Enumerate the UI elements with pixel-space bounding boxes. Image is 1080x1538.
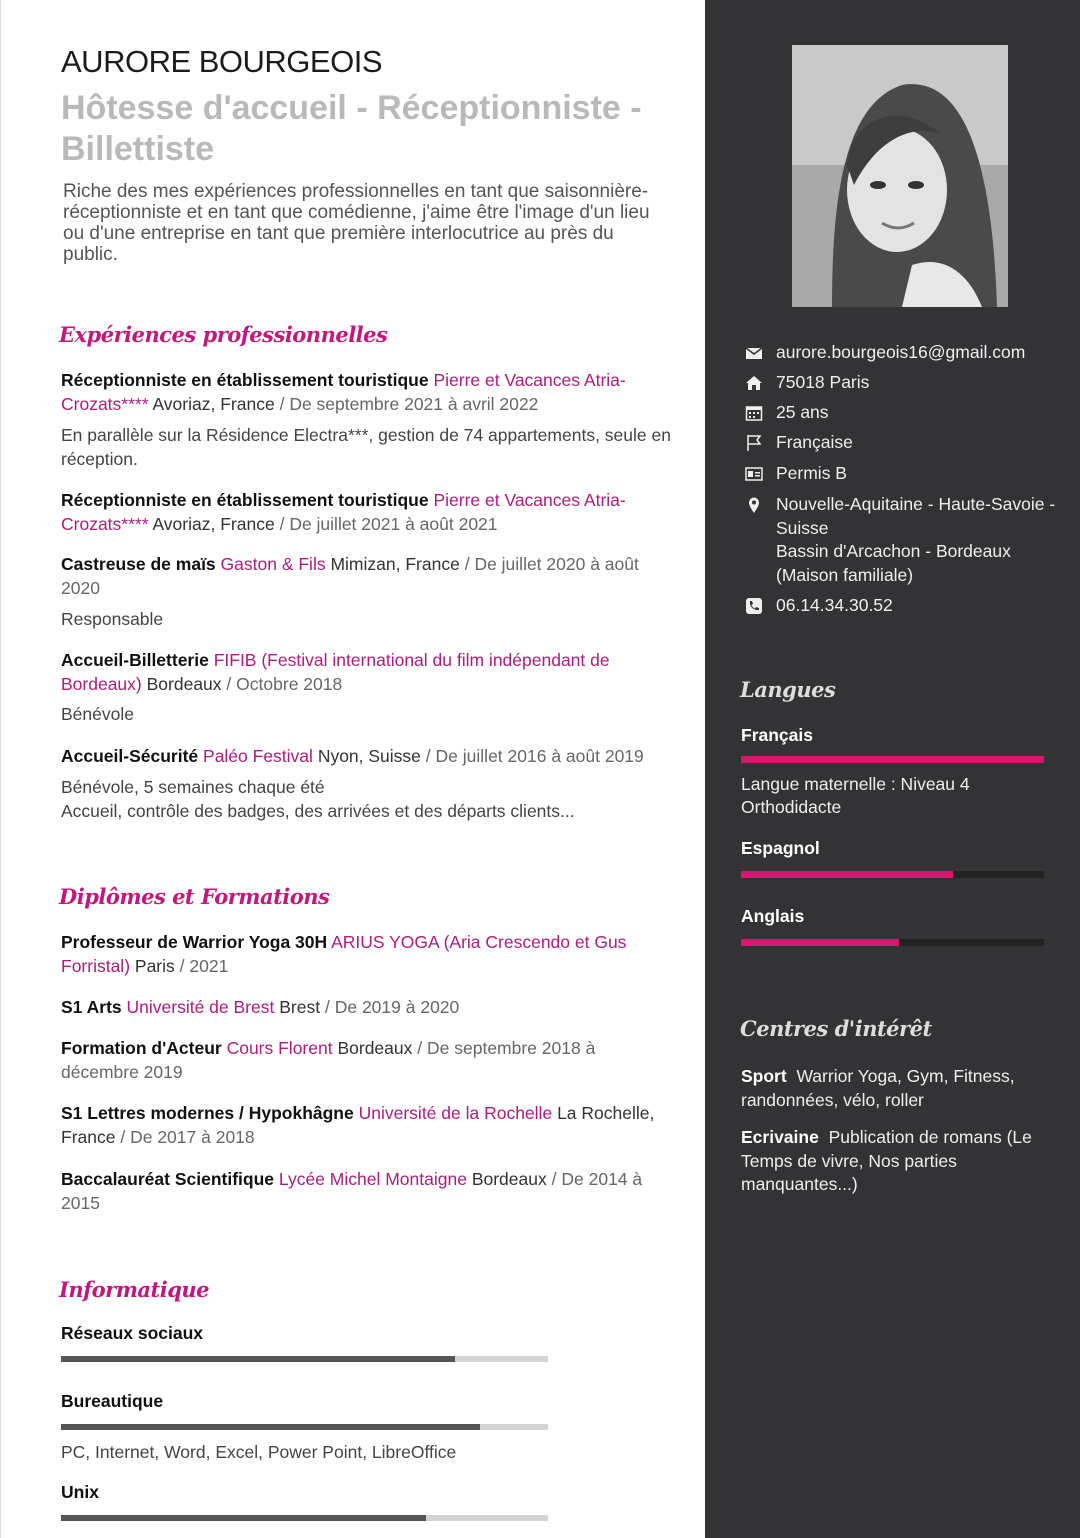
contact-nationality [745,431,1065,455]
entry-title: Professeur de Warrior Yoga 30H [61,932,328,952]
language-name: Espagnol [741,838,820,858]
language-level-fill [741,939,899,946]
entry-location: Mimizan, France [330,554,460,574]
entry-title: Castreuse de maïs [61,554,216,574]
entry-organization: Lycée Michel Montaigne [278,1169,467,1189]
experience-entry: Castreuse de maïs Gaston & Fils Mimizan, France / De juillet 2020 à août 2020 [61,554,639,598]
entry-date: De juillet 2020 à août 2020 [61,554,639,598]
candidate-name: AURORE BOURGEOIS [61,44,382,79]
skill-level-bar [61,1356,548,1362]
language-level-fill [741,871,953,878]
experience-entry: Réceptionniste en établissement touristique Pierre et Vacances Atria-Crozats**** Avoriaz, France / De septembre 2021 à avril 2022 [61,370,626,414]
age-text: 25 ans [776,402,829,422]
entry-title: Accueil-Sécurité [61,746,199,766]
entry-date: De 2019 à 2020 [334,997,460,1017]
mobility-text: Nouvelle-Aquitaine - Haute-Savoie - Suisse [776,494,1056,538]
experience-entry: Accueil-Sécurité Paléo Festival Nyon, Suisse / De juillet 2016 à août 2019 [61,746,644,766]
id-card-icon [745,465,763,483]
entry-organization: Pierre et Vacances Atria-Crozats**** [61,370,626,414]
interest-item [741,1126,1051,1197]
home-icon [745,374,763,392]
language-level-bar [741,756,1044,763]
contact-license [745,462,1065,486]
interest-label: Ecrivaine [741,1127,819,1147]
entry-date: Octobre 2018 [236,673,343,694]
sidebar [705,0,1080,1538]
entry-title: Accueil-Billetterie [61,650,209,670]
entry-location: Bordeaux [471,1169,547,1189]
contact-mobility [745,493,1065,587]
entry-location: La Rochelle, France [61,1103,655,1147]
contact-email [745,341,1065,365]
experience-entry: Réceptionniste en établissement touristique Pierre et Vacances Atria-Crozats**** Avoriaz, France / De juillet 2021 à août 2021 [61,490,626,534]
envelope-icon [745,344,763,362]
license-text: Permis B [776,463,847,483]
language-description: Langue maternelle : Niveau 4 [741,774,970,794]
education-entry: Formation d'Acteur Cours Florent Bordeaux / De septembre 2018 à décembre 2019 [61,1038,596,1082]
entry-date: De septembre 2021 à avril 2022 [289,393,539,414]
language-level-bar [741,939,1044,946]
interest-label: Sport [741,1066,787,1086]
entry-organization: Cours Florent [226,1038,333,1058]
email-text: aurore.bourgeois16@gmail.com [776,342,1026,362]
skill-level-fill [61,1424,480,1430]
entry-date: De juillet 2021 à août 2021 [289,513,498,534]
profile-photo [792,45,1008,307]
profile-summary: Riche des mes expériences professionnelles en tant que saisonnière-réceptionniste et en tant que comédienne, j'aime être l'image d'un lieu ou d'une entreprise en tant que première interlocutrice au près du public. [63,181,650,265]
job-title: Hôtesse d'accueil - Réceptionniste - Billettiste [61,89,642,168]
language-level-fill [741,756,1044,763]
entry-organization: Paléo Festival [203,746,313,766]
phone-text: 06.14.34.30.52 [776,595,893,615]
entry-title: Baccalauréat Scientifique [61,1169,274,1189]
entry-location: Avoriaz, France [152,393,275,414]
phone-icon [745,597,763,615]
entry-location: Bordeaux [337,1038,413,1058]
experience-entry: Accueil-Billetterie FIFIB (Festival international du film indépendant de Bordeaux) Bordeaux / Octobre 2018 [61,650,610,694]
skill-label: Réseaux sociaux [61,1323,204,1343]
entry-date: De septembre 2018 à décembre 2019 [61,1038,596,1082]
entry-organization: Université de la Rochelle [358,1103,553,1123]
entry-description: Bénévole [61,704,134,724]
interest-item [741,1065,1051,1112]
language-name: Français [741,725,813,745]
mobility-text-2: Bassin d'Arcachon - Bordeaux (Maison familiale) [776,541,1011,585]
interest-text: Publication de romans (Le Temps de vivre, Nos parties manquantes...) [741,1127,1032,1194]
entry-description: Accueil, contrôle des badges, des arrivées et des départs clients... [61,801,575,821]
experience-section-title: Expériences professionnelles [59,322,388,347]
languages-section-title: Langues [740,677,836,702]
calendar-icon [745,404,763,422]
entry-title: Réceptionniste en établissement touristique [61,490,429,510]
entry-description: En parallèle sur la Résidence Electra***, gestion de 74 appartements, seule en réception. [61,425,671,469]
entry-date: De 2017 à 2018 [130,1126,255,1147]
contact-address [745,371,1065,395]
language-name: Anglais [741,906,805,926]
interest-text: Warrior Yoga, Gym, Fitness, randonnées, vélo, roller [741,1066,1015,1110]
entry-location: Bordeaux [146,673,222,694]
education-entry: S1 Arts Université de Brest Brest / De 2019 à 2020 [61,997,460,1017]
education-entry: S1 Lettres modernes / Hypokhâgne Université de la Rochelle La Rochelle, France / De 2017 à 2018 [61,1103,655,1147]
entry-title: Formation d'Acteur [61,1038,222,1058]
education-entry: Baccalauréat Scientifique Lycée Michel Montaigne Bordeaux / De 2014 à 2015 [61,1169,643,1213]
entry-location: Paris [134,955,175,976]
education-section-title: Diplômes et Formations [59,884,330,909]
entry-organization: Université de Brest [126,997,275,1017]
skill-level-fill [61,1356,455,1362]
education-entry: Professeur de Warrior Yoga 30H ARIUS YOGA (Aria Crescendo et Gus Forristal) Paris / 2021 [61,932,627,976]
skill-level-fill [61,1515,426,1521]
flag-icon [745,434,763,452]
skill-level-bar [61,1515,548,1521]
portrait-illustration [792,45,1008,307]
entry-organization: Pierre et Vacances Atria-Crozats**** [61,490,626,534]
entry-organization: FIFIB (Festival international du film indépendant de Bordeaux) [61,650,610,694]
computing-section-title: Informatique [59,1277,210,1302]
skill-level-bar [61,1424,548,1430]
entry-location: Avoriaz, France [152,513,275,534]
entry-title: S1 Lettres modernes / Hypokhâgne [61,1103,354,1123]
entry-organization: Gaston & Fils [220,554,326,574]
contact-age [745,401,1065,425]
contact-phone [745,594,1065,618]
entry-title: Réceptionniste en établissement touristique [61,370,429,390]
entry-date: De 2014 à 2015 [61,1169,643,1213]
language-level-bar [741,871,1044,878]
skill-label: Bureautique [61,1391,164,1411]
nationality-text: Française [776,432,853,452]
entry-location: Brest [279,997,321,1017]
entry-location: Nyon, Suisse [317,746,421,766]
entry-date: De juillet 2016 à août 2019 [435,746,644,766]
entry-description: Bénévole, 5 semaines chaque été [61,777,325,797]
map-pin-icon [745,496,763,514]
entry-title: S1 Arts [61,997,122,1017]
address-text: 75018 Paris [776,372,870,392]
entry-date: 2021 [189,955,229,976]
interests-section-title: Centres d'intérêt [740,1016,932,1041]
entry-description: Responsable [61,609,164,629]
skill-label: Unix [61,1482,99,1502]
entry-organization: ARIUS YOGA (Aria Crescendo et Gus Forristal) [61,932,627,976]
skill-description: PC, Internet, Word, Excel, Power Point, LibreOffice [61,1442,457,1462]
language-description-2: Orthodidacte [741,797,842,817]
